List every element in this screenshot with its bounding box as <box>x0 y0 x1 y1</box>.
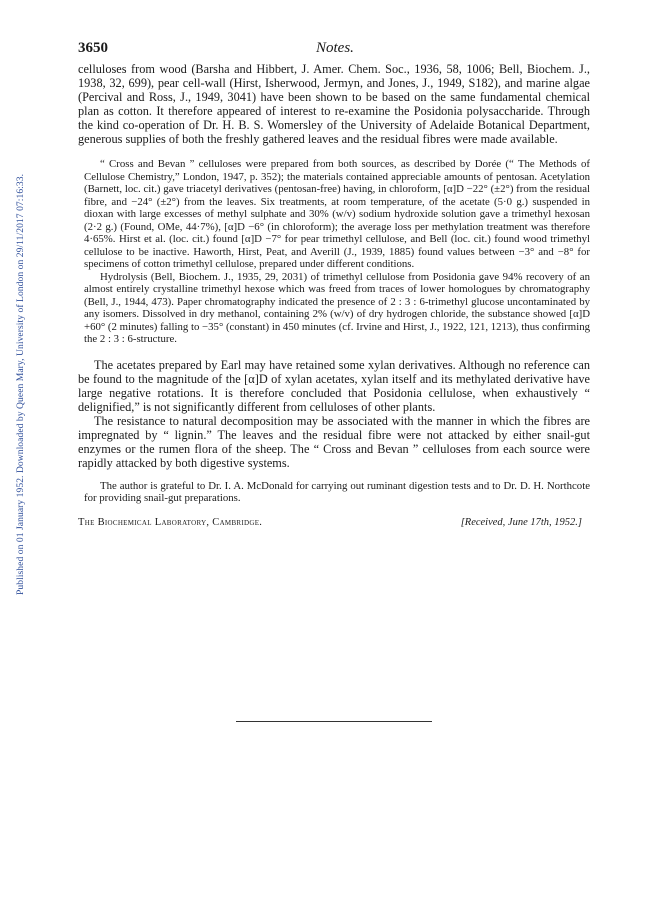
end-rule <box>236 721 432 722</box>
institution-address: The Biochemical Laboratory, Cambridge. <box>78 516 263 528</box>
paragraph-resistance: The resistance to natural decomposition may be associated with the manner in which the fibres are impregnated by “ lignin.” The leaves and the residual fibre were not attacked by either snail-gut enzymes or the rumen flora of the sheep. The “ Cross and Bevan ” celluloses from each source were rapidly attacked by both digestive systems. <box>78 413 590 470</box>
received-date: [Received, June 17th, 1952.] <box>460 516 582 528</box>
page-number: 3650 <box>78 40 108 56</box>
running-head: Notes. <box>316 40 354 56</box>
paragraph-hydrolysis: Hydrolysis (Bell, Biochem. J., 1935, 29, 2031) of trimethyl cellulose from Posidonia gave 94% recovery of an almost entirely crystalline trimethyl hexose which was freed from traces of lower homologues by chromatography (Bell, J., 1944, 473). Paper chromatography indicated the presence of 2 : 3 : 6-trimethyl glucose uncontaminated by any isomers. Dissolved in dry methanol, containing 2% (w/v) of dry hydrogen chloride, the substance showed [α]D +60° (2 minutes) falling to −35° (constant) in 450 minutes (cf. Irvine and Hirst, J., 1922, 121, 1213), thus confirming the 2 : 3 : 6-structure. <box>84 270 590 345</box>
article-footer <box>78 517 590 528</box>
article-body <box>78 62 590 528</box>
paragraph-acknowledgement: The author is grateful to Dr. I. A. McDonald for carrying out ruminant digestion tests and to Dr. D. H. Northcote for providing snail-gut preparations. <box>84 479 590 504</box>
page-header <box>78 40 590 58</box>
download-notice <box>4 95 26 595</box>
paragraph-intro: celluloses from wood (Barsha and Hibbert, J. Amer. Chem. Soc., 1936, 58, 1006; Bell, Biochem. J., 1938, 32, 699), pear cell-wall (Hirst, Isherwood, Jermyn, and Jones, J., 1949, S182), and marine algae (Percival and Ross, J., 1949, 3041) have been shown to be based on the same fundamental chemical plan as cotton. It therefore appeared of interest to re-examine the Posidonia polysaccharide. Through the kind co-operation of Dr. H. B. S. Womersley of the University of Adelaide Botanical Department, generous supplies of both the freshly gathered leaves and the residual fibres were made available. <box>78 62 590 146</box>
download-notice-text: Published on 01 January 1952. Downloaded by Queen Mary, University of London on 29/11/2017 07:16:33. <box>15 173 26 595</box>
paragraph-discussion: The acetates prepared by Earl may have retained some xylan derivatives. Although no reference can be found to the magnitude of the [α]D of xylan acetates, xylan itself and its methylated derivative have large negative rotations. It is therefore concluded that Posidonia cellulose, when exhaustively “ delignified,” is not significantly different from celluloses of other plants. <box>78 357 590 414</box>
paragraph-experimental: “ Cross and Bevan ” celluloses were prepared from both sources, as described by Dorée (“ The Methods of Cellulose Chemistry,” London, 1947, p. 352); the materials contained appreciable amounts of pentosan. Acetylation (Barnett, loc. cit.) gave triacetyl derivatives (pentosan-free) having, in chloroform, [α]D −22° (±2°) from the residual fibre, and −24° (±2°) from the leaves. Six treatments, at room temperature, of the acetate (5·0 g.) suspended in dioxan with large excesses of methyl sulphate and 30% (w/v) sodium hydroxide solution gave a trimethyl hexosan (2·2 g.) (Found, OMe, 44·7%), [α]D −6° (in chloroform); the average loss per methylation treatment was therefore 4·65%. Hirst et al. (loc. cit.) found [α]D −7° for pear trimethyl cellulose, and Bell (loc. cit.) found wood trimethyl cellulose to be inactive. Haworth, Hirst, Peat, and Averill (J., 1939, 1885) found values between −3° and −8° for specimens of cotton trimethyl cellulose, prepared under different conditions. <box>84 158 590 270</box>
